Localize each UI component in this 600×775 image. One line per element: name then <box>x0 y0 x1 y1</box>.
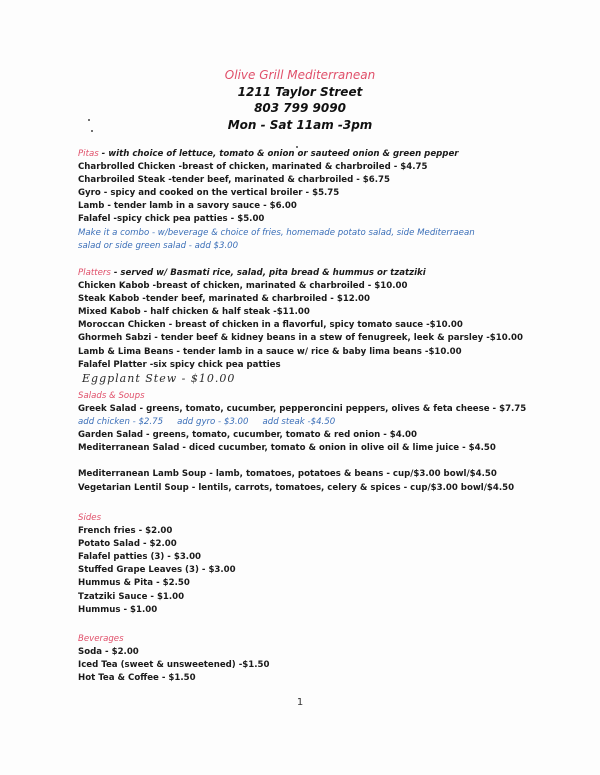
menu-item: French fries - $2.00 <box>78 526 173 537</box>
menu-item: Steak Kabob -tender beef, marinated & charbroiled - $12.00 <box>78 294 371 305</box>
menu-item: Mediterranean Salad - diced cucumber, tomato & onion in olive oil & lime juice - $4.50 <box>78 443 496 454</box>
menu-item: Gyro - spicy and cooked on the vertical broiler - $5.75 <box>78 188 340 199</box>
spacer <box>78 455 548 468</box>
menu-item: Hummus & Pita - $2.50 <box>78 578 190 589</box>
menu-item: Vegetarian Lentil Soup - lentils, carrots, tomatoes, celery & spices - cup/$3.00 bowl/$4.50 <box>78 482 515 493</box>
restaurant-hours: Mon - Sat 11am -3pm <box>227 118 373 132</box>
platters-heading: Platters <box>78 268 111 278</box>
menu-item: Hot Tea & Coffee - $1.50 <box>78 673 196 684</box>
menu-item: Greek Salad - greens, tomato, cucumber, pepperoncini peppers, olives & feta cheese - $7.75 <box>78 404 527 415</box>
pitas-description: - with choice of lettuce, tomato & onion or sauteed onion & green pepper <box>98 149 459 159</box>
combo-note-line-1: Make it a combo - w/beverage & choice of fries, homemade potato salad, side Mediterraean <box>78 227 475 238</box>
scan-speck <box>296 146 298 148</box>
page-number: 1 <box>296 697 304 708</box>
combo-note-line-2: salad or side green salad - add $3.00 <box>78 240 239 251</box>
menu-item: Tzatziki Sauce - $1.00 <box>78 591 185 602</box>
handwritten-eggplant-stew: Eggplant Stew - $10.00 <box>82 371 236 385</box>
sides-heading: Sides <box>78 513 102 523</box>
pitas-heading-line <box>78 148 548 161</box>
restaurant-name: Olive Grill Mediterranean <box>224 68 376 82</box>
addon-chicken: add chicken - $2.75 <box>78 417 164 428</box>
scan-speck <box>91 130 93 132</box>
menu-item: Falafel Platter -six spicy chick pea patties <box>78 359 281 370</box>
menu-item: Charbrolled Chicken -breast of chicken, marinated & charbroiled - $4.75 <box>78 162 428 173</box>
menu-item: Mixed Kabob - half chicken & half steak -$11.00 <box>78 307 310 318</box>
platters-section <box>78 267 548 385</box>
scan-speck <box>88 119 90 121</box>
menu-item: Garden Salad - greens, tomato, cucumber, tomato & red onion - $4.00 <box>78 430 417 441</box>
salads-heading: Salads & Soups <box>78 391 145 401</box>
menu-item: Mediterranean Lamb Soup - lamb, tomatoes, potatoes & beans - cup/$3.00 bowl/$4.50 <box>78 469 497 480</box>
salad-addons <box>78 416 548 429</box>
menu-item: Ghormeh Sabzi - tender beef & kidney beans in a stew of fenugreek, leek & parsley -$10.00 <box>78 333 523 344</box>
menu-item: Falafel -spicy chick pea patties - $5.00 <box>78 214 265 225</box>
restaurant-phone: 803 799 9090 <box>254 101 346 115</box>
menu-item: Stuffed Grape Leaves (3) - $3.00 <box>78 565 236 576</box>
restaurant-address: 1211 Taylor Street <box>237 85 363 99</box>
menu-item: Lamb & Lima Beans - tender lamb in a sauce w/ rice & baby lima beans -$10.00 <box>78 346 462 357</box>
platters-description: - served w/ Basmati rice, salad, pita bread & hummus or tzatziki <box>110 268 426 278</box>
menu-item: Iced Tea (sweet & unsweetened) -$1.50 <box>78 660 270 671</box>
platters-heading-line <box>78 267 548 280</box>
sides-section <box>78 512 548 617</box>
addon-gyro: add gyro - $3.00 <box>177 417 249 428</box>
menu-item: Potato Salad - $2.00 <box>78 539 177 550</box>
menu-item: Soda - $2.00 <box>78 647 139 658</box>
pitas-section <box>78 148 548 253</box>
menu-item: Moroccan Chicken - breast of chicken in a flavorful, spicy tomato sauce -$10.00 <box>78 320 463 331</box>
menu-item: Chicken Kabob -breast of chicken, marinated & charbroiled - $10.00 <box>78 281 408 292</box>
beverages-heading: Beverages <box>78 634 124 644</box>
addon-steak: add steak -$4.50 <box>262 417 336 428</box>
beverages-section <box>78 633 548 685</box>
menu-item: Charbroiled Steak -tender beef, marinated & charbroiled - $6.75 <box>78 175 390 186</box>
salads-soups-section <box>78 390 548 495</box>
pitas-heading: Pitas <box>78 149 99 159</box>
menu-item: Hummus - $1.00 <box>78 604 158 615</box>
menu-item: Lamb - tender lamb in a savory sauce - $6.00 <box>78 201 297 212</box>
menu-item: Falafel patties (3) - $3.00 <box>78 552 202 563</box>
